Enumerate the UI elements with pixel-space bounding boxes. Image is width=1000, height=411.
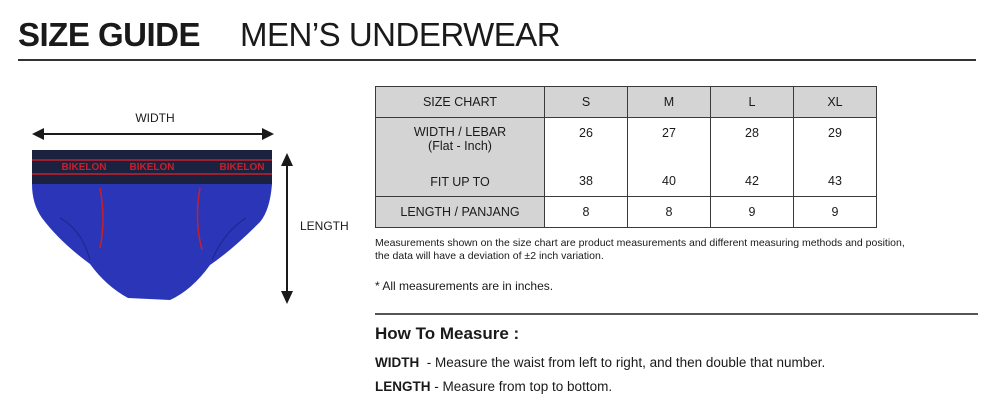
width-label: WIDTH [135,111,175,125]
length-label: LENGTH [300,219,349,233]
width-value-m: 27 [662,126,676,140]
waistband-brand-right: BIKELON [219,162,265,173]
title-divider [18,59,976,61]
size-header-xl: XL [794,87,877,118]
size-chart-header-row [376,87,877,118]
width-value-s: 26 [579,126,593,140]
section-divider [375,313,978,315]
underwear-diagram [20,100,360,310]
fit-value-s: 38 [579,174,593,188]
length-row-label: LENGTH / PANJANG [376,197,545,228]
width-arrow [32,128,274,140]
fit-up-to-label: FIT UP TO [430,175,490,189]
how-to-width-term: WIDTH [375,355,420,370]
width-cell-s [545,118,628,197]
waistband-brand-center: BIKELON [129,162,175,173]
size-chart-header-label: SIZE CHART [376,87,545,118]
inches-note: * All measurements are in inches. [375,279,554,293]
size-header-l: L [711,87,794,118]
page-subtitle-mens-underwear: MEN’S UNDERWEAR [240,16,561,53]
width-row [376,118,877,197]
length-value-s: 8 [545,197,628,228]
fit-value-xl: 43 [828,174,842,188]
length-value-l: 9 [711,197,794,228]
page-title-size-guide: SIZE GUIDE [18,16,201,53]
how-to-width-desc: - Measure the waist from left to right, and then double that number. [419,355,826,370]
how-to-width-line [375,355,825,370]
width-cell-xl [794,118,877,197]
brief-body [32,184,272,300]
length-arrow [281,153,293,304]
waistband-brand-left: BIKELON [61,162,107,173]
length-value-xl: 9 [794,197,877,228]
width-label-line1: WIDTH / LEBAR [413,125,507,139]
how-to-length-desc: - Measure from top to bottom. [430,379,613,394]
size-chart-table [375,86,877,228]
width-label-line2: (Flat - Inch) [428,139,492,153]
width-cell-m [628,118,711,197]
brief-illustration [32,150,272,300]
length-value-m: 8 [628,197,711,228]
width-value-xl: 29 [828,126,842,140]
width-value-l: 28 [745,126,759,140]
how-to-length-term: LENGTH [375,379,431,394]
size-header-s: S [545,87,628,118]
size-header-m: M [628,87,711,118]
fit-value-l: 42 [745,174,759,188]
length-row [376,197,877,228]
measurement-note: Measurements shown on the size chart are product measurements and different measuring methods and position, the data will have a deviation of ±2 inch variation. [375,237,905,262]
fit-value-m: 40 [662,174,676,188]
width-cell-l [711,118,794,197]
how-to-length-line [375,379,612,394]
how-to-measure-title: How To Measure : [375,324,520,343]
width-row-label [376,118,545,197]
